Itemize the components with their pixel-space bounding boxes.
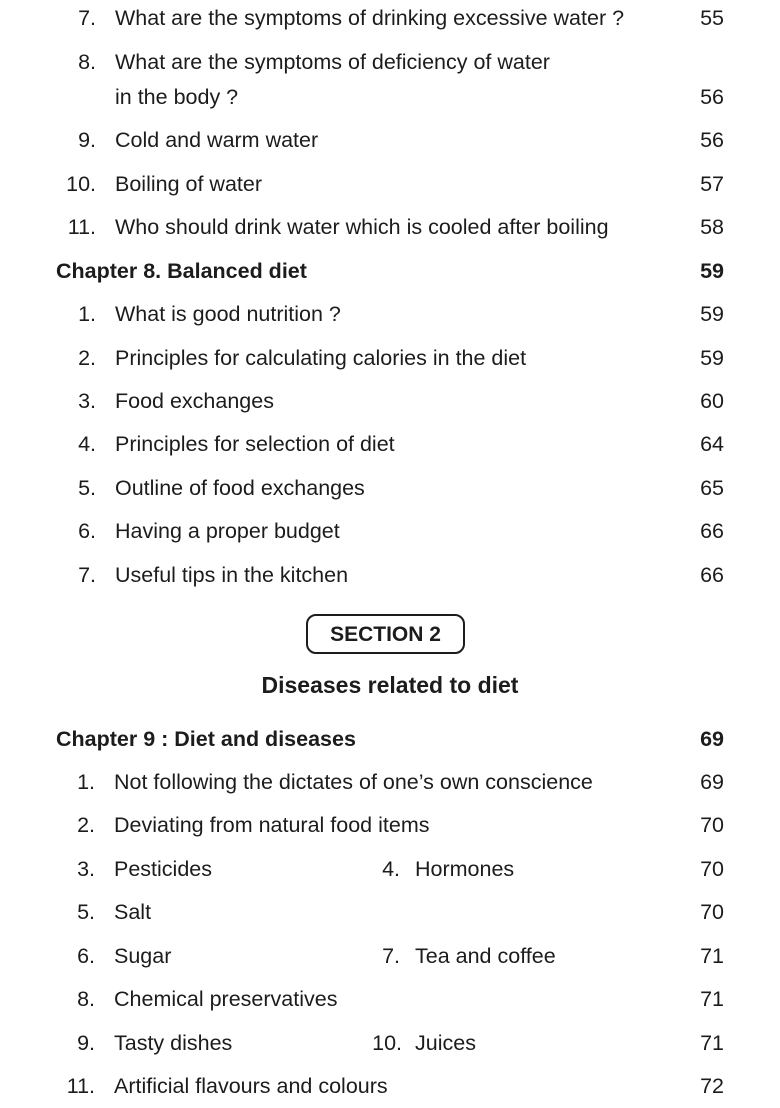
entry-page: 71: [700, 1031, 724, 1055]
entry-page: 60: [700, 389, 724, 413]
toc-entry: [0, 944, 780, 978]
toc-entry: [0, 6, 780, 40]
toc-entry: [0, 987, 780, 1021]
entry-page: 70: [700, 813, 724, 837]
chapter-heading: [0, 259, 780, 293]
entry-number: 10.: [66, 172, 96, 196]
entry-title: What are the symptoms of deficiency of water: [115, 50, 550, 74]
toc-entry: [0, 857, 780, 891]
chapter-page: 59: [700, 259, 724, 283]
entry-number: 5.: [77, 900, 95, 924]
entry-title-secondary: Tea and coffee: [415, 944, 556, 968]
entry-title: Pesticides: [114, 857, 212, 881]
toc-entry: [0, 563, 780, 597]
toc-entry: [0, 302, 780, 336]
toc-entry: [0, 215, 780, 249]
entry-number: 2.: [78, 346, 96, 370]
section-label-box: SECTION 2: [306, 614, 465, 654]
entry-page: 59: [700, 302, 724, 326]
entry-title: Principles for selection of diet: [115, 432, 395, 456]
entry-number-secondary: 4.: [382, 857, 400, 881]
entry-title: Deviating from natural food items: [114, 813, 430, 837]
entry-page: 64: [700, 432, 724, 456]
entry-title: What is good nutrition ?: [115, 302, 341, 326]
toc-entry: [0, 128, 780, 162]
entry-page: 59: [700, 346, 724, 370]
entry-title: Principles for calculating calories in the diet: [115, 346, 527, 370]
entry-title: What are the symptoms of drinking excessive water ?: [115, 6, 625, 30]
entry-number: 1.: [77, 770, 95, 794]
entry-page: 71: [700, 944, 724, 968]
entry-number: 1.: [78, 302, 96, 326]
entry-page: 55: [700, 6, 724, 30]
entry-page: 65: [700, 476, 724, 500]
entry-title: Tasty dishes: [114, 1031, 233, 1055]
entry-page: 56: [700, 85, 724, 109]
entry-title-secondary: Juices: [415, 1031, 476, 1055]
entry-title: Useful tips in the kitchen: [115, 563, 349, 587]
entry-number: 6.: [77, 944, 95, 968]
entry-page: 66: [700, 563, 724, 587]
entry-page: 66: [700, 519, 724, 543]
entry-number: 9.: [77, 1031, 95, 1055]
entry-title: Salt: [114, 900, 152, 924]
entry-number: 3.: [78, 389, 96, 413]
entry-page: 72: [700, 1074, 724, 1098]
toc-entry: [0, 519, 780, 553]
toc-entry: [0, 476, 780, 510]
entry-page: 56: [700, 128, 724, 152]
entry-number: 11.: [66, 1074, 95, 1098]
entry-page: 70: [700, 900, 724, 924]
entry-number-secondary: 7.: [382, 944, 400, 968]
entry-number-secondary: 10.: [372, 1031, 402, 1055]
entry-title: Not following the dictates of one’s own conscience: [114, 770, 593, 794]
chapter-title: Chapter 9 : Diet and diseases: [56, 727, 356, 751]
entry-page: 70: [700, 857, 724, 881]
chapter-heading: [0, 727, 780, 761]
entry-number: 8.: [77, 987, 95, 1011]
entry-page: 57: [700, 172, 724, 196]
entry-title: Food exchanges: [115, 389, 274, 413]
entry-title: Having a proper budget: [115, 519, 340, 543]
entry-number: 8.: [78, 50, 96, 74]
entry-number: 7.: [78, 563, 96, 587]
toc-entry: [0, 432, 780, 466]
toc-entry: [0, 813, 780, 847]
toc-entry: [0, 770, 780, 804]
toc-entry: [0, 346, 780, 380]
chapter-title: Chapter 8. Balanced diet: [56, 259, 307, 283]
toc-entry: [0, 389, 780, 423]
entry-page: 71: [700, 987, 724, 1011]
entry-title: Boiling of water: [115, 172, 262, 196]
entry-number: 5.: [78, 476, 96, 500]
toc-entry: [0, 172, 780, 206]
entry-title-secondary: Hormones: [415, 857, 515, 881]
entry-number: 7.: [78, 6, 96, 30]
toc-entry: [0, 1031, 780, 1065]
toc-entry-continuation: [0, 85, 780, 119]
entry-number: 3.: [77, 857, 95, 881]
entry-number: 11.: [67, 215, 96, 239]
toc-entry: [0, 1074, 780, 1108]
entry-title: Chemical preservatives: [114, 987, 338, 1011]
entry-title: Cold and warm water: [115, 128, 319, 152]
entry-title: Outline of food exchanges: [115, 476, 365, 500]
toc-entry: [0, 50, 780, 84]
chapter-page: 69: [700, 727, 724, 751]
entry-title: Who should drink water which is cooled after boiling: [115, 215, 609, 239]
entry-page: 69: [700, 770, 724, 794]
toc-entry: [0, 900, 780, 934]
entry-title: Artificial flavours and colours: [114, 1074, 388, 1098]
entry-number: 9.: [78, 128, 96, 152]
entry-title-continuation: in the body ?: [115, 85, 239, 109]
entry-title: Sugar: [114, 944, 172, 968]
entry-page: 58: [700, 215, 724, 239]
entry-number: 2.: [77, 813, 95, 837]
entry-number: 4.: [78, 432, 96, 456]
section-title: Diseases related to diet: [261, 672, 519, 698]
entry-number: 6.: [78, 519, 96, 543]
